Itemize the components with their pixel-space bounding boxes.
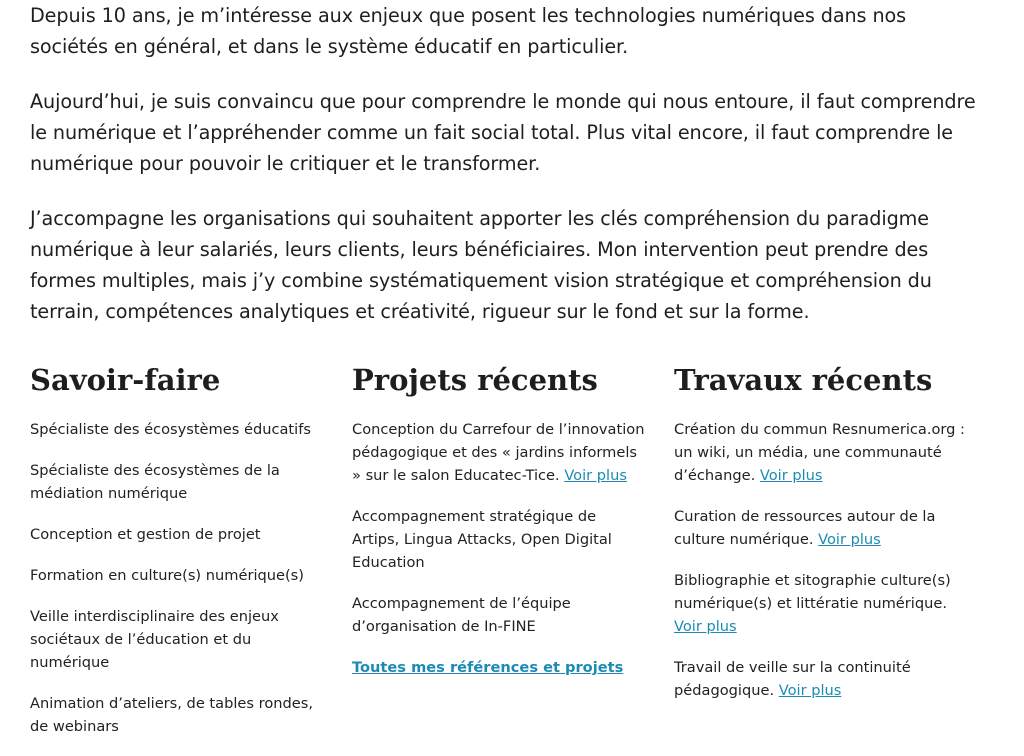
savoir-faire-column bbox=[30, 362, 325, 756]
list-item bbox=[674, 505, 969, 551]
intro-paragraph-2: Aujourd’hui, je suis convaincu que pour comprendre le monde qui nous entoure, il faut comprendre le numérique et l’appréhender comme un fait social total. Plus vital encore, il faut comprendre le numérique pour pouvoir le critiquer et le transformer. bbox=[30, 90, 976, 175]
savoir-faire-list bbox=[30, 418, 325, 738]
list-item: Animation d’ateliers, de tables rondes, de webinars bbox=[30, 695, 313, 735]
list-item bbox=[352, 418, 647, 487]
travaux-column bbox=[674, 362, 969, 720]
voir-plus-link[interactable]: Voir plus bbox=[564, 467, 627, 484]
work-text: Bibliographie et sitographie culture(s) numérique(s) et littératie numérique. bbox=[674, 572, 951, 612]
voir-plus-link[interactable]: Voir plus bbox=[818, 531, 881, 548]
list-item: Spécialiste des écosystèmes éducatifs bbox=[30, 421, 311, 438]
voir-plus-link[interactable]: Voir plus bbox=[674, 618, 737, 635]
list-item bbox=[352, 656, 647, 679]
list-item: Veille interdisciplinaire des enjeux sociétaux de l’éducation et du numérique bbox=[30, 608, 279, 671]
voir-plus-link[interactable]: Voir plus bbox=[778, 682, 842, 699]
list-item: Formation en culture(s) numérique(s) bbox=[30, 567, 304, 584]
work-text: Création du commun Resnumerica.org : un wiki, un média, une communauté d’échange. bbox=[674, 421, 965, 484]
travaux-heading: Travaux récents bbox=[674, 363, 933, 397]
all-references-link[interactable]: Toutes mes références et projets bbox=[352, 659, 624, 676]
projets-list bbox=[352, 418, 647, 679]
project-text: Conception du Carrefour de l’innovation pédagogique et des « jardins informels » sur le salon Educatec-Tice. bbox=[352, 421, 645, 484]
work-text: Curation de ressources autour de la culture numérique. bbox=[674, 508, 936, 548]
travaux-list bbox=[674, 418, 969, 702]
list-item bbox=[352, 592, 647, 638]
projets-heading: Projets récents bbox=[352, 363, 598, 397]
intro-paragraph-3: J’accompagne les organisations qui souhaitent apporter les clés compréhension du paradigme numérique à leur salariés, leurs clients, leurs bénéficiaires. Mon intervention peut prendre des formes multiples, mais j’y combine systématiquement vision stratégique et compréhension du terrain, compétences analytiques et créativité, rigueur sur le fond et sur la forme. bbox=[30, 207, 932, 323]
voir-plus-link[interactable]: Voir plus bbox=[759, 467, 823, 484]
list-item bbox=[674, 656, 969, 702]
intro-section bbox=[30, 0, 980, 327]
list-item: Spécialiste des écosystèmes de la médiation numérique bbox=[30, 462, 280, 502]
list-item bbox=[674, 569, 969, 638]
project-text: Accompagnement de l’équipe d’organisation de In-FINE bbox=[352, 595, 571, 635]
project-text: Accompagnement stratégique de Artips, Lingua Attacks, Open Digital Education bbox=[352, 508, 612, 571]
savoir-faire-heading: Savoir-faire bbox=[30, 363, 221, 397]
list-item bbox=[674, 418, 969, 487]
intro-paragraph-1: Depuis 10 ans, je m’intéresse aux enjeux que posent les technologies numériques dans nos sociétés en général, et dans le système éducatif en particulier. bbox=[30, 4, 907, 58]
projets-column bbox=[352, 362, 647, 697]
work-text: Travail de veille sur la continuité pédagogique. bbox=[674, 659, 911, 699]
list-item bbox=[352, 505, 647, 574]
list-item: Conception et gestion de projet bbox=[30, 526, 261, 543]
